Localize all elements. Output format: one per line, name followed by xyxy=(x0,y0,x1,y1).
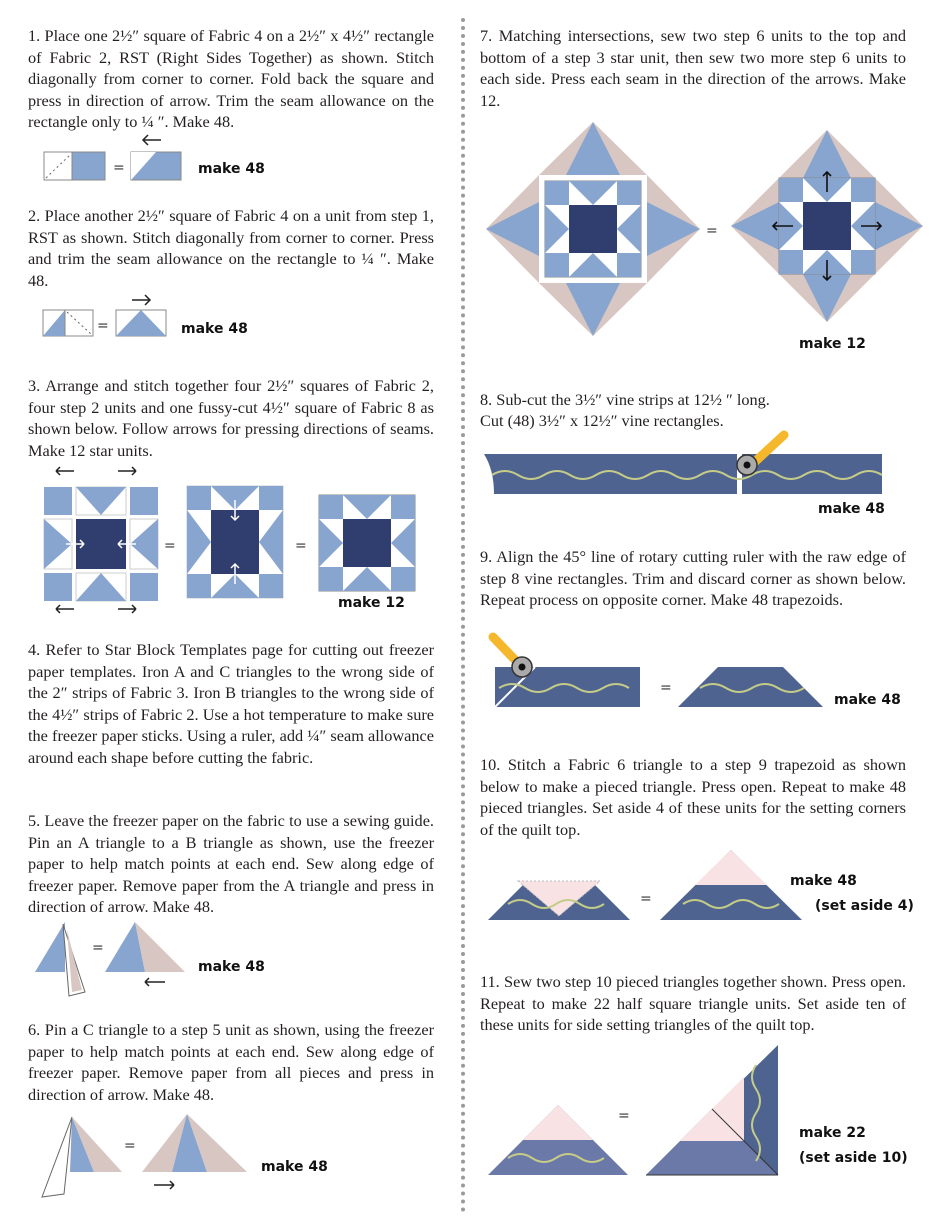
step-11-text: 11. Sew two step 10 pieced triangles together shown. Press open. Repeat to make 22 half square triangle units. Set aside ten of these units for side setting triangles of the quilt top. xyxy=(480,972,906,1034)
equals-sign: = xyxy=(92,940,104,956)
step-11-diagram xyxy=(488,1045,788,1180)
step-10-text: 10. Stitch a Fabric 6 triangle to a step 9 trapezoid as shown below to make a pieced triangle. Press open. Repeat to make 48 pieced triangles. Set aside 4 of these units for the setting corners of the quilt top. xyxy=(480,755,906,839)
block-assembled xyxy=(731,130,923,322)
step-5-make-label: make 48 xyxy=(198,959,265,975)
step-8-text-line2: Cut (48) 3½″ x 12½″ vine rectangles. xyxy=(480,411,724,430)
step-5-diagram xyxy=(35,920,195,1000)
step-1-diagram xyxy=(43,130,193,182)
step-2-text: 2. Place another 2½″ square of Fabric 4 on a unit from step 1, RST as shown. Stitch diagonally from corner to corner. Press and trim the seam allowance on the rectangle to ¼ ″. Make 48. xyxy=(28,206,434,290)
step-3-text: 3. Arrange and stitch together four 2½″ squares of Fabric 2, four step 2 units and one fussy-cut 4½″ square of Fabric 8 as shown below. Follow arrows for pressing directions of seams. Make 12 star units. xyxy=(28,376,434,460)
block-exploded xyxy=(486,122,700,336)
step-10-set-aside-label: (set aside 4) xyxy=(815,898,914,914)
step-10-make-label: make 48 xyxy=(790,873,857,889)
step-9-text: 9. Align the 45° line of rotary cutting ruler with the raw edge of step 8 vine rectangles. Trim and discard corner as shown below. Repeat process on opposite corner. Make 48 trapezoids. xyxy=(480,547,906,609)
step-11-set-aside-label: (set aside 10) xyxy=(799,1150,908,1166)
step-6-diagram xyxy=(42,1112,257,1202)
equals-sign: = xyxy=(164,538,176,554)
equals-sign: = xyxy=(640,891,652,907)
equals-sign: = xyxy=(97,318,109,334)
step-4-text: 4. Refer to Star Block Templates page for cutting out freezer paper templates. Iron A and C triangles to the wrong side of the 2″ strips of Fabric 3. Iron B triangles to the wrong side of the 4½″ strips of Fabric 2. Use a hot temperature to make sure the freezer paper sticks. Using a ruler, add ¼″ seam allowance around each shape before cutting the fabric. xyxy=(28,640,434,767)
step-7-diagram xyxy=(486,122,922,340)
step-9-make-label: make 48 xyxy=(834,692,901,708)
step-7-text: 7. Matching intersections, sew two step 6 units to the top and bottom of a step 3 star unit, then sew two more step 6 units to each side. Press each seam in the direction of the arrows. Make 12. xyxy=(480,26,906,110)
step-3-make-label: make 12 xyxy=(338,595,405,611)
equals-sign: = xyxy=(618,1108,630,1124)
step-1-text: 1. Place one 2½″ square of Fabric 4 on a 2½″ x 4½″ rectangle of Fabric 2, RST (Right Sides Together) as shown. Stitch diagonally from corner to corner. Fold back the square and press in direction of arrow. Trim the seam allowance on the rectangle only to ¼ ″. Make 48. xyxy=(28,26,434,131)
equals-sign: = xyxy=(706,223,718,239)
step-5-text: 5. Leave the freezer paper on the fabric to use a sewing guide. Pin an A triangle to a B triangle as shown, use the freezer paper to help match points at each end. Sew along edge of freezer paper. Remove paper from the A triangle and press in direction of arrow. Make 48. xyxy=(28,811,434,916)
step-8-make-label: make 48 xyxy=(818,501,885,517)
step-6-text: 6. Pin a C triangle to a step 5 unit as shown, using the freezer paper to help match points at each end. Sew along edge of freezer paper. Remove paper from all pieces and press in direction of arrow. Make 48. xyxy=(28,1020,434,1104)
step-8-diagram xyxy=(484,430,884,500)
step-2-diagram xyxy=(42,290,172,340)
step-1-make-label: make 48 xyxy=(198,161,265,177)
step-8-text-line1: 8. Sub-cut the 3½″ vine strips at 12½ ″ long. xyxy=(480,390,770,409)
column-divider xyxy=(461,18,465,1213)
step-7-make-label: make 12 xyxy=(799,336,866,352)
equals-sign: = xyxy=(124,1138,136,1154)
equals-sign: = xyxy=(113,160,125,176)
equals-sign: = xyxy=(295,538,307,554)
step-6-make-label: make 48 xyxy=(261,1159,328,1175)
step-11-make-label: make 22 xyxy=(799,1125,866,1141)
step-3-diagram xyxy=(44,463,424,603)
step-2-make-label: make 48 xyxy=(181,321,248,337)
star-unit-parts xyxy=(44,467,158,613)
equals-sign: = xyxy=(660,680,672,696)
step-10-diagram xyxy=(488,848,788,923)
step-9-diagram xyxy=(485,632,825,712)
